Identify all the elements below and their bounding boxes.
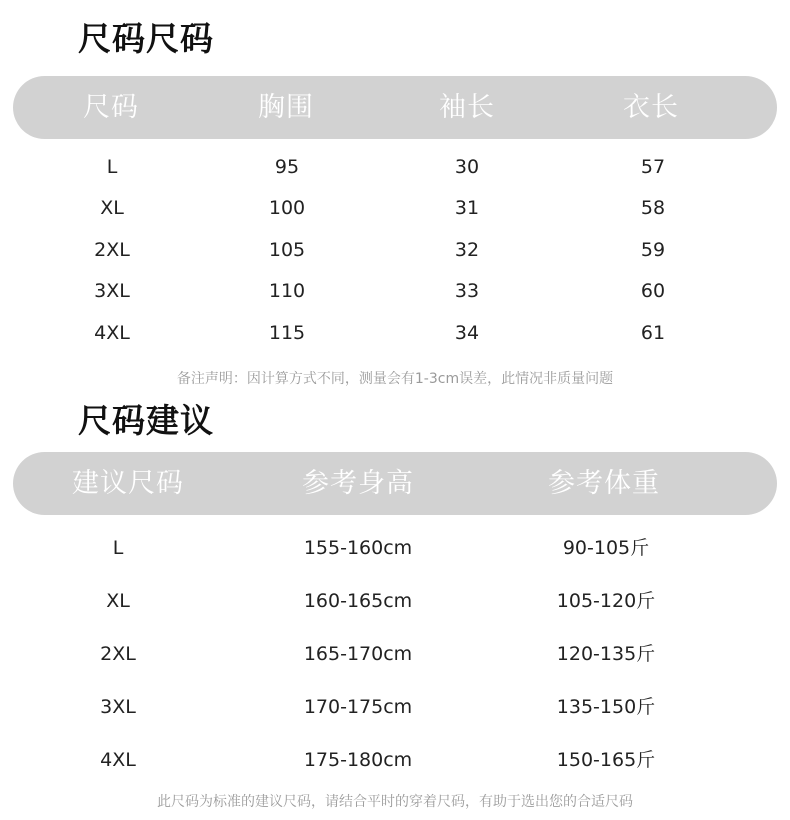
cell-size: XL	[106, 590, 130, 612]
cell-length: 58	[640, 197, 666, 219]
cell-height: 160-165cm	[303, 590, 413, 612]
cell-length: 61	[640, 322, 666, 344]
cell-size: 3XL	[94, 280, 130, 302]
table-row	[0, 318, 790, 348]
cell-length: 57	[640, 156, 666, 178]
size-advice-note: 此尺码为标准的建议尺码，请结合平时的穿着尺码，有助于选出您的合适尺码	[157, 794, 633, 810]
table-row	[0, 152, 790, 182]
cell-size: 3XL	[100, 696, 136, 718]
cell-size: 4XL	[100, 749, 136, 771]
table-row	[0, 235, 790, 265]
header-size: 尺码	[83, 92, 139, 123]
cell-chest: 115	[268, 322, 306, 344]
header-sleeve: 袖长	[439, 92, 495, 123]
cell-weight: 150-165斤	[556, 749, 656, 771]
header-chest: 胸围	[258, 92, 314, 123]
header-height: 参考身高	[302, 468, 414, 499]
table-row	[0, 692, 790, 722]
table-row	[0, 193, 790, 223]
cell-chest: 110	[268, 280, 306, 302]
cell-size: L	[112, 537, 124, 559]
table-row	[0, 533, 790, 563]
cell-size: 2XL	[100, 643, 136, 665]
cell-height: 170-175cm	[303, 696, 413, 718]
cell-chest: 105	[268, 239, 306, 261]
measurement-disclaimer: 备注声明：因计算方式不同，测量会有1-3cm误差，此情况非质量问题	[176, 371, 614, 387]
size-chart-header	[13, 76, 777, 139]
header-weight: 参考体重	[548, 468, 660, 499]
cell-chest: 95	[274, 156, 300, 178]
cell-weight: 120-135斤	[556, 643, 656, 665]
cell-height: 165-170cm	[303, 643, 413, 665]
cell-sleeve: 34	[454, 322, 480, 344]
table-row	[0, 276, 790, 306]
cell-weight: 90-105斤	[562, 537, 650, 559]
cell-weight: 105-120斤	[556, 590, 656, 612]
cell-size: L	[106, 156, 118, 178]
cell-chest: 100	[268, 197, 306, 219]
cell-size: 2XL	[94, 239, 130, 261]
cell-height: 175-180cm	[303, 749, 413, 771]
cell-sleeve: 31	[454, 197, 480, 219]
cell-size: XL	[100, 197, 124, 219]
cell-sleeve: 32	[454, 239, 480, 261]
header-length: 衣长	[623, 92, 679, 123]
table-row	[0, 745, 790, 775]
cell-sleeve: 30	[454, 156, 480, 178]
cell-length: 60	[640, 280, 666, 302]
cell-length: 59	[640, 239, 666, 261]
cell-height: 155-160cm	[303, 537, 413, 559]
header-suggested-size: 建议尺码	[72, 468, 184, 499]
cell-sleeve: 33	[454, 280, 480, 302]
size-chart-title: 尺码尺码	[78, 19, 214, 58]
cell-size: 4XL	[94, 322, 130, 344]
size-advice-header	[13, 452, 777, 515]
table-row	[0, 586, 790, 616]
table-row	[0, 639, 790, 669]
size-advice-title: 尺码建议	[78, 401, 214, 440]
cell-weight: 135-150斤	[556, 696, 656, 718]
